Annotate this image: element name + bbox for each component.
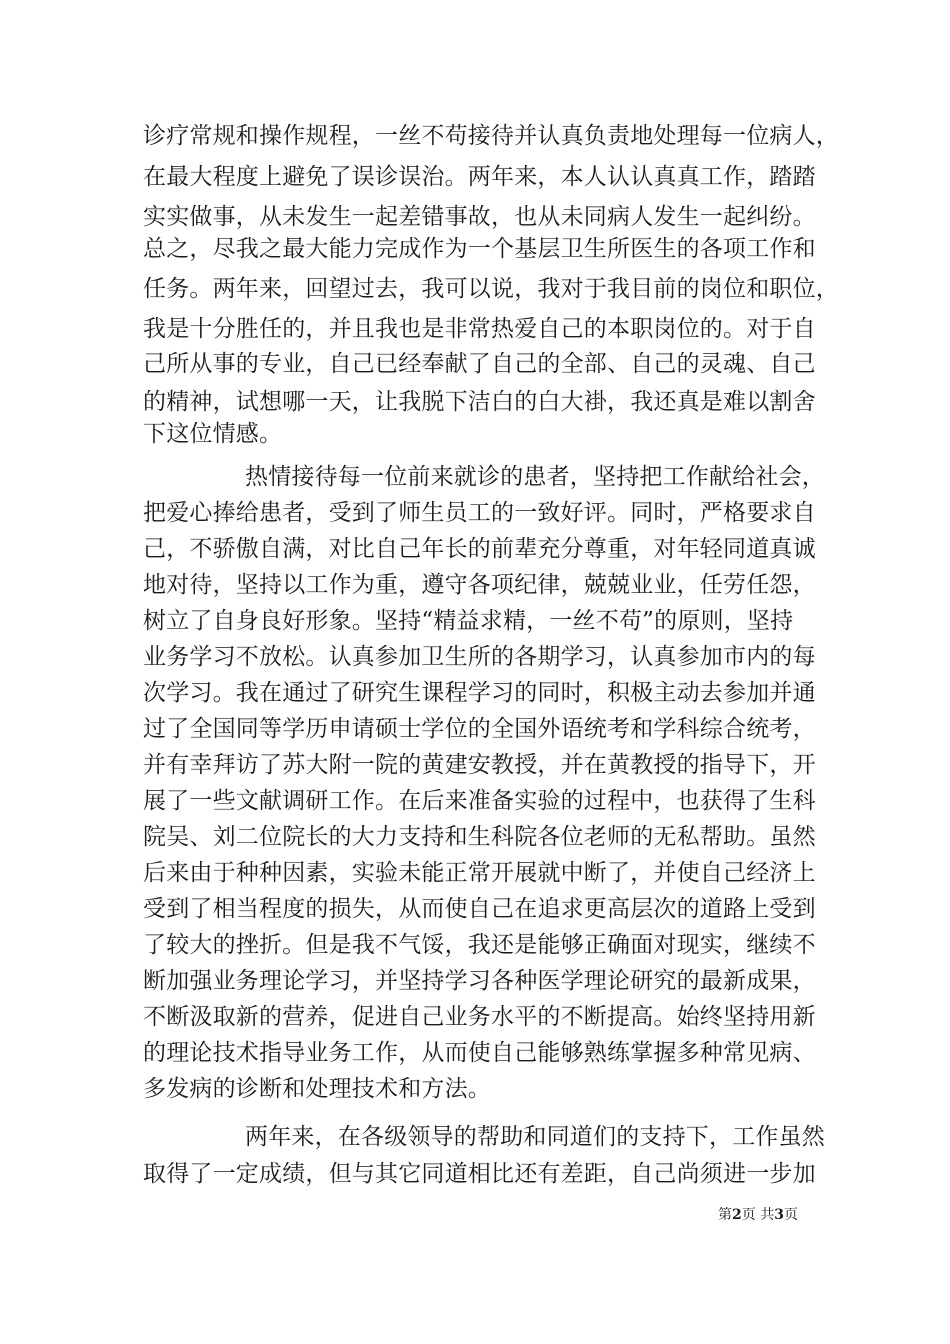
text-line: 树立了自身良好形象。坚持“精益求精，一丝不苟”的原则，坚持 xyxy=(143,608,794,634)
text-line: 己所从事的专业，自己已经奉献了自己的全部、自己的灵魂、自己 xyxy=(143,351,816,377)
page-number-footer xyxy=(718,1206,798,1224)
footer-middle: 页 共 xyxy=(741,1207,775,1223)
text-line: 总之，尽我之最大能力完成作为一个基层卫生所医生的各项工作和 xyxy=(143,236,816,262)
text-line: 了较大的挫折。但是我不气馁，我还是能够正确面对现实，继续不 xyxy=(143,932,816,958)
text-line: 把爱心捧给患者，受到了师生员工的一致好评。同时，严格要求自 xyxy=(143,500,816,526)
text-line: 后来由于种种因素，实验未能正常开展就中断了，并使自己经济上 xyxy=(143,860,816,886)
text-line: 下这位情感。 xyxy=(143,421,283,447)
footer-prefix: 第 xyxy=(718,1207,732,1223)
text-line: 展了一些文献调研工作。在后来准备实验的过程中，也获得了生科 xyxy=(143,788,816,814)
text-line: 多发病的诊断和处理技术和方法。 xyxy=(143,1076,491,1102)
text-line: 的理论技术指导业务工作，从而使自己能够熟练掌握多种常见病、 xyxy=(143,1040,816,1066)
text-line: 过了全国同等学历申请硕士学位的全国外语统考和学科综合统考， xyxy=(143,716,816,742)
text-line: 地对待，坚持以工作为重，遵守各项纪律，兢兢业业，任劳任怨， xyxy=(143,572,816,598)
text-line: 受到了相当程度的损失，从而使自己在追求更高层次的道路上受到 xyxy=(143,896,816,922)
text-line: 不断汲取新的营养，促进自己业务水平的不断提高。始终坚持用新 xyxy=(143,1004,816,1030)
text-line: 取得了一定成绩，但与其它同道相比还有差距，自己尚须进一步加 xyxy=(143,1161,816,1187)
text-line: 我是十分胜任的，并且我也是非常热爱自己的本职岗位的。对于自 xyxy=(143,316,816,342)
footer-suffix: 页 xyxy=(783,1207,798,1223)
text-line: 己，不骄傲自满，对比自己年长的前辈充分尊重，对年轻同道真诚 xyxy=(143,536,816,562)
text-line: 在最大程度上避免了误诊误治。两年来，本人认认真真工作，踏踏 xyxy=(143,164,816,190)
text-line: 诊疗常规和操作规程，一丝不苟接待并认真负责地处理每一位病人， xyxy=(143,123,839,149)
text-line: 并有幸拜访了苏大附一院的黄建安教授，并在黄教授的指导下，开 xyxy=(143,752,816,778)
text-line: 的精神，试想哪一天，让我脱下洁白的白大褂，我还真是难以割舍 xyxy=(143,389,816,415)
text-line: 任务。两年来，回望过去，我可以说，我对于我目前的岗位和职位， xyxy=(143,276,839,302)
total-page-number: 3 xyxy=(774,1207,784,1223)
paragraph-first-line: 热情接待每一位前来就诊的患者，坚持把工作献给社会， xyxy=(245,464,825,490)
text-line: 业务学习不放松。认真参加卫生所的各期学习，认真参加市内的每 xyxy=(143,644,816,670)
paragraph-first-line: 两年来，在各级领导的帮助和同道们的支持下，工作虽然 xyxy=(245,1124,825,1150)
text-line: 断加强业务理论学习，并坚持学习各种医学理论研究的最新成果， xyxy=(143,968,816,994)
text-line: 次学习。我在通过了研究生课程学习的同时，积极主动去参加并通 xyxy=(143,680,816,706)
current-page-number: 2 xyxy=(732,1207,742,1223)
text-line: 实实做事，从未发生一起差错事故，也从未同病人发生一起纠纷。 xyxy=(143,204,816,230)
text-line: 院吴、刘二位院长的大力支持和生科院各位老师的无私帮助。虽然 xyxy=(143,824,816,850)
